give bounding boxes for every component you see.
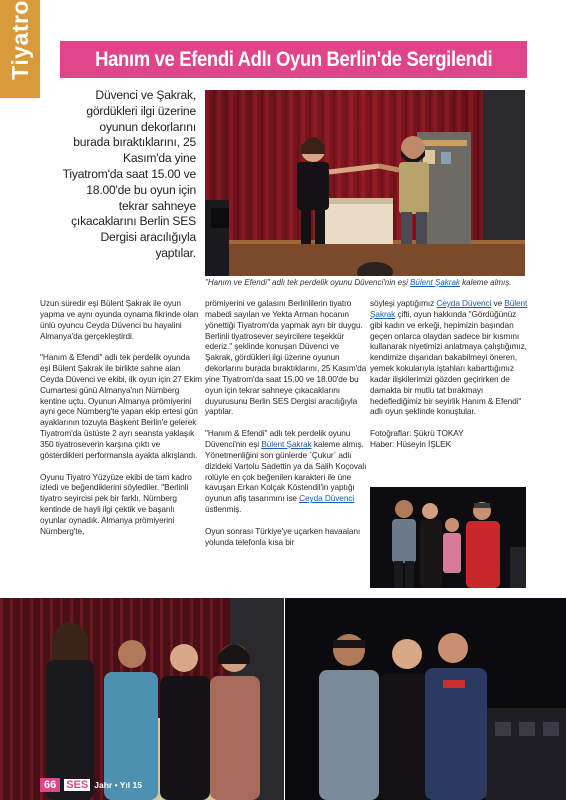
group-photo-bottom-right — [285, 598, 566, 800]
photo-caption — [205, 278, 527, 287]
group-photo-small-image — [370, 487, 526, 588]
page-footer — [40, 777, 142, 793]
caption-text: "Hanım ve Efendi" adlı tek perdelik oyunu Düvenci'nin eşi — [205, 278, 411, 287]
paragraph: Oyunu Tiyatro Yüzyüze ekibi de tam kadro izledi ve beğendiklerini söylediler. "Berlinli tiyatro seyircisi pek bir farklı. Nürnberg kentinde de hayli ilgi çektik ve başarılı oyunlar oynadık. Almanya prömiyerini Nürnberg'te, — [40, 471, 192, 536]
paragraph: "Hanım & Efendi" adlı tek perdelik oyunda eşi Bülent Şakrak ile birlikte sahne alan Ceyda Düvenci ve ekibi, ilk oyun için 27 Ekim Cumartesi günü Almanya'nın Nürnberg kentine uçtu. Oyunun Almanya prömiyerini ayni gece Nürnberg'te yapan ekip ertesi gün ayaklarının tozuyla Başkent Berlin'e gelerek Tiyatrom'da üstüste 2 ayrı seansta yaklaşık 350 tiyatroseverin karşına çıktı ve gösterdikleri performansla ayakta alkışlandı. — [40, 352, 202, 460]
text-span: "Hanım & Efendi" adlı tek perdelik oyunu Düvenci'nin eşi — [205, 428, 351, 449]
caption-suffix: kaleme almış. — [459, 278, 512, 287]
stage-photo-image — [205, 90, 525, 276]
article-title: Hanım ve Efendi Adlı Oyun Berlin'de Sergilendi — [94, 47, 493, 71]
magazine-logo: SES — [66, 779, 89, 791]
text-span: kaleme almış. Yönetmenliğini son günlerde `Çukur` adlı dizideki Vartolu Sadettin ya da Salih Koçovalı rolüyle en çok beğenilen karakteri ile üne kavuşan Erkan Kolçak Köstendil'in yaptığı oyunun afiş tasarımını ise — [205, 438, 367, 504]
photo-credit: Fotoğraflar: Şükrü TOKAY — [370, 428, 464, 439]
group-photo-small — [370, 487, 526, 588]
paragraph — [205, 428, 367, 515]
link-bulent-sakrak[interactable]: Bülent Şakrak — [261, 438, 312, 449]
link-bulent-sakrak[interactable]: Bülent Şakrak — [370, 298, 528, 319]
paragraph: Uzun süredir eşi Bülent Şakrak ile oyun yapma ve aynı oyunda oynama fikrinde olan ünlü oyuncu Ceyda Düvenci bu hayalini Almanya'da gerçekleştirdi. — [40, 298, 199, 341]
group-photo-bottom-left — [0, 598, 284, 800]
link-ceyda-duvenci[interactable]: Ceyda Düvenci — [299, 493, 355, 504]
text-span: çifti, oyun hakkında "Gördüğünüz gibi kadın ve erkeği, hepimizin başından geçen onlarca olaydan sadece bir kısmını kullanarak niyetimizi anlatmaya çalıştığımız, kendimize dışarıdan bakabilmeyi öneren, yemek kokularıyla iştahları kabarttığımız kadar ilişkilerimizi gözden geçirirken de damakta bir mutlu tat bırakmayı hedeflediğimiz bir seyirlik Hanım & Efendi" adlı oyun şeklinde konuştular. — [370, 308, 527, 417]
news-credit: Haber: Hüseyin İŞLEK — [370, 438, 452, 449]
link-ceyda-duvenci[interactable]: Ceyda Düvenci — [436, 298, 492, 308]
paragraph: Oyun sonrası Türkiye'ye uçarken havaalanı yolunda telefonla kısa bir — [205, 525, 361, 547]
text-column-2 — [205, 298, 367, 558]
issue-label: Jahr • Yıl 15 — [94, 780, 142, 790]
stage-photo — [205, 90, 525, 276]
caption-link-bulent-sakrak[interactable]: Bülent Şakrak — [410, 278, 460, 287]
page-number: 66 — [40, 778, 60, 792]
section-tab-label: Tiyatro — [6, 0, 33, 80]
lead-paragraph: Düvenci ve Şakrak, gördükleri ilgi üzerine oyunun dekorlarını burada bıraktıklarını, 25 Kasım'da yine Tiyatrom'da saat 15.00 ve 18.00'de bu oyun için tekrar sahneye çıkacaklarını Berlin SES Dergisi aracılığıyla yaptılar. — [62, 88, 196, 260]
group-photo-bottom-left-image — [0, 598, 284, 800]
text-column-3 — [370, 298, 530, 450]
text-span: üstlenmiş. — [205, 504, 242, 515]
paragraph — [370, 298, 530, 417]
text-span: ve — [491, 298, 505, 308]
group-photo-bottom-right-image — [285, 598, 566, 800]
section-tab — [0, 0, 40, 98]
article-title-bar — [60, 41, 527, 78]
text-span: söyleşi yaptığımız — [370, 298, 437, 308]
text-column-1 — [40, 298, 202, 547]
paragraph: prömiyerini ve galasını Berlinlilerin tiyatro mabedi sayılan ve Yekta Arman hocanın yönettiği Tiyatrom'da yapmak ayrı bir duygu. Berlinli tiyatrosever seyircilere teşekkür ederiz." şeklinde konuşan Düvenci ve Şakrak, gördükleri ilgi üzerine oyunun dekorlarını burada bıraktıklarını, 25 Kasım'da yine Tiyatrom'da saat 15.00 ve 18.00'de bu oyun için tekrar sahneye çıkacaklarını duyurusunu Berlin SES Dergisi aracılığıyla yaptılar. — [205, 298, 367, 417]
